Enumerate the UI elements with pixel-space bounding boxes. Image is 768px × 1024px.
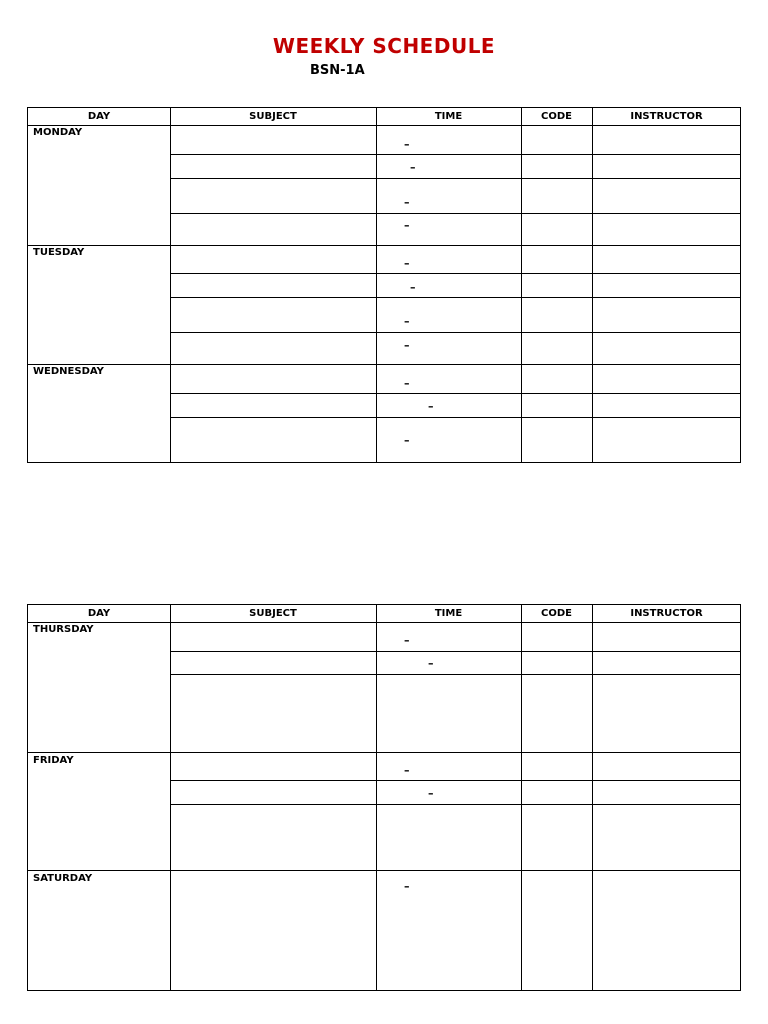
time-dash: – xyxy=(404,880,410,893)
time-dash: – xyxy=(404,764,410,777)
day-friday: FRIDAY xyxy=(33,755,74,766)
time-dash: – xyxy=(404,196,410,209)
schedule-table-2 xyxy=(27,604,741,991)
time-dash: – xyxy=(428,657,434,670)
day-saturday: SATURDAY xyxy=(33,873,93,884)
time-dash: – xyxy=(404,138,410,151)
time-dash: – xyxy=(410,281,416,294)
header-code: CODE xyxy=(541,111,572,122)
header-day: DAY xyxy=(87,111,111,122)
time-dash: – xyxy=(404,315,410,328)
time-dash: – xyxy=(404,434,410,447)
time-dash: – xyxy=(410,161,416,174)
header-code: CODE xyxy=(541,608,572,619)
day-thursday: THURSDAY xyxy=(33,624,94,635)
table-header xyxy=(28,605,740,623)
section-label: BSN-1A xyxy=(310,63,365,78)
header-subject: SUBJECT xyxy=(249,111,297,122)
header-instructor: INSTRUCTOR xyxy=(630,111,703,122)
time-dash: – xyxy=(404,634,410,647)
time-dash: – xyxy=(404,377,410,390)
day-monday: MONDAY xyxy=(33,127,83,138)
time-dash: – xyxy=(428,400,434,413)
time-dash: – xyxy=(404,257,410,270)
time-dash: – xyxy=(404,219,410,232)
header-subject: SUBJECT xyxy=(249,608,297,619)
header-time: TIME xyxy=(434,608,463,619)
table-header xyxy=(28,108,740,126)
page-title: WEEKLY SCHEDULE xyxy=(272,34,496,58)
time-dash: – xyxy=(428,787,434,800)
header-instructor: INSTRUCTOR xyxy=(630,608,703,619)
day-tuesday: TUESDAY xyxy=(33,247,85,258)
header-day: DAY xyxy=(87,608,111,619)
schedule-table-1 xyxy=(27,107,741,463)
day-wednesday: WEDNESDAY xyxy=(33,366,104,377)
time-dash: – xyxy=(404,339,410,352)
header-time: TIME xyxy=(434,111,463,122)
